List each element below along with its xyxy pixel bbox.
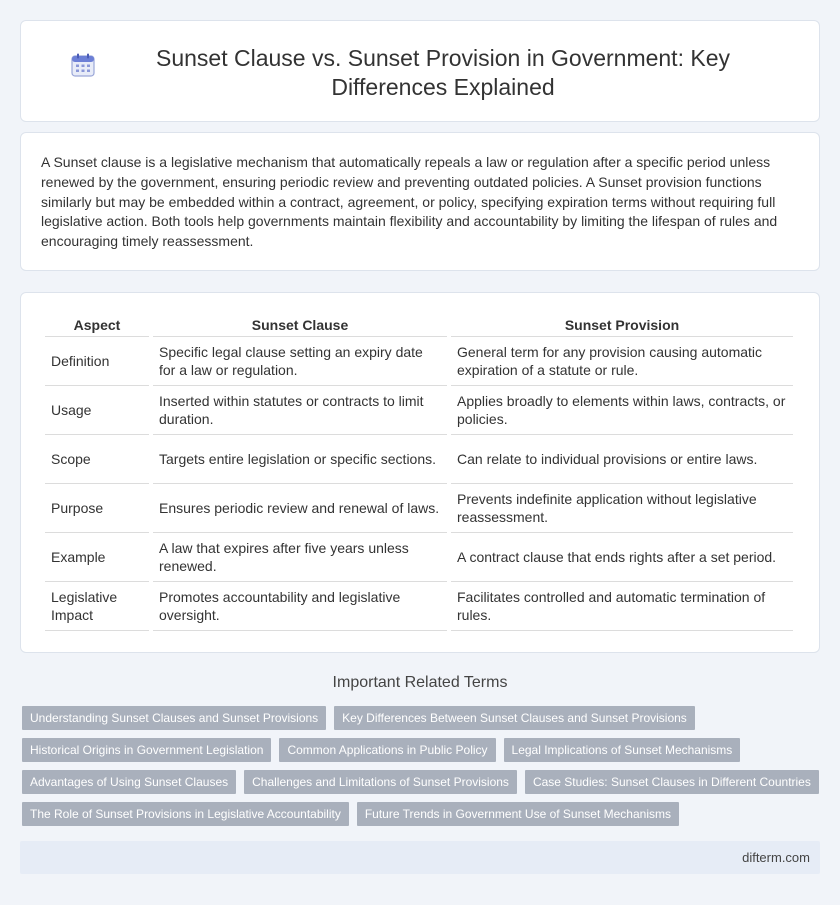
table-row <box>45 337 793 386</box>
table-row <box>45 533 793 582</box>
cell-clause: Promotes accountability and legislative oversight. <box>153 582 447 631</box>
table-row <box>45 435 793 484</box>
related-term-link[interactable]: Understanding Sunset Clauses and Sunset Provisions <box>22 706 326 730</box>
cell-provision: A contract clause that ends rights after a set period. <box>451 533 793 582</box>
table-row <box>45 484 793 533</box>
comparison-card <box>20 292 820 653</box>
table-row <box>45 582 793 631</box>
comparison-table <box>41 313 797 631</box>
related-term-link[interactable]: Future Trends in Government Use of Sunset Mechanisms <box>357 802 679 826</box>
header-sunset-clause: Sunset Clause <box>153 313 447 337</box>
related-term-link[interactable]: Legal Implications of Sunset Mechanisms <box>504 738 741 762</box>
table-header-row <box>45 313 793 337</box>
related-term-link[interactable]: The Role of Sunset Provisions in Legislative Accountability <box>22 802 349 826</box>
calendar-icon <box>70 52 96 78</box>
footer-brand[interactable]: difterm.com <box>742 850 810 865</box>
cell-provision: General term for any provision causing automatic expiration of a statute or rule. <box>451 337 793 386</box>
footer <box>20 841 820 874</box>
cell-provision: Applies broadly to elements within laws, contracts, or policies. <box>451 386 793 435</box>
related-term-link[interactable]: Common Applications in Public Policy <box>279 738 495 762</box>
cell-clause: Specific legal clause setting an expiry date for a law or regulation. <box>153 337 447 386</box>
related-terms-title: Important Related Terms <box>332 674 508 691</box>
table-row <box>45 386 793 435</box>
cell-aspect: Purpose <box>45 484 149 533</box>
cell-aspect: Example <box>45 533 149 582</box>
intro-text: A Sunset clause is a legislative mechanism that automatically repeals a law or regulation after a specific period unless renewed by the government, ensuring periodic review and preventing outdated policies. A Sunset provision functions similarly but may be embedded within a contract, agreement, or policy, specifying expiration terms without requiring full legislative action. Both tools help governments maintain flexibility and accountability by limiting the lifespan of rules and encouraging timely reassessment. <box>41 154 778 250</box>
header-sunset-provision: Sunset Provision <box>451 313 793 337</box>
cell-clause: A law that expires after five years unless renewed. <box>153 533 447 582</box>
header-card <box>20 20 820 122</box>
related-terms-list <box>22 706 822 834</box>
related-term-link[interactable]: Challenges and Limitations of Sunset Provisions <box>244 770 517 794</box>
cell-provision: Prevents indefinite application without legislative reassessment. <box>451 484 793 533</box>
cell-clause: Targets entire legislation or specific sections. <box>153 435 447 484</box>
cell-provision: Facilitates controlled and automatic termination of rules. <box>451 582 793 631</box>
cell-provision: Can relate to individual provisions or entire laws. <box>451 435 793 484</box>
header-aspect: Aspect <box>45 313 149 337</box>
related-term-link[interactable]: Historical Origins in Government Legislation <box>22 738 271 762</box>
page-title: Sunset Clause vs. Sunset Provision in Government: Key Differences Explained <box>155 45 730 100</box>
related-term-link[interactable]: Case Studies: Sunset Clauses in Different Countries <box>525 770 819 794</box>
cell-clause: Inserted within statutes or contracts to limit duration. <box>153 386 447 435</box>
cell-aspect: Usage <box>45 386 149 435</box>
related-term-link[interactable]: Key Differences Between Sunset Clauses and Sunset Provisions <box>334 706 695 730</box>
cell-aspect: Definition <box>45 337 149 386</box>
intro-card <box>20 132 820 271</box>
related-term-link[interactable]: Advantages of Using Sunset Clauses <box>22 770 236 794</box>
cell-aspect: Legislative Impact <box>45 582 149 631</box>
cell-aspect: Scope <box>45 435 149 484</box>
cell-clause: Ensures periodic review and renewal of laws. <box>153 484 447 533</box>
